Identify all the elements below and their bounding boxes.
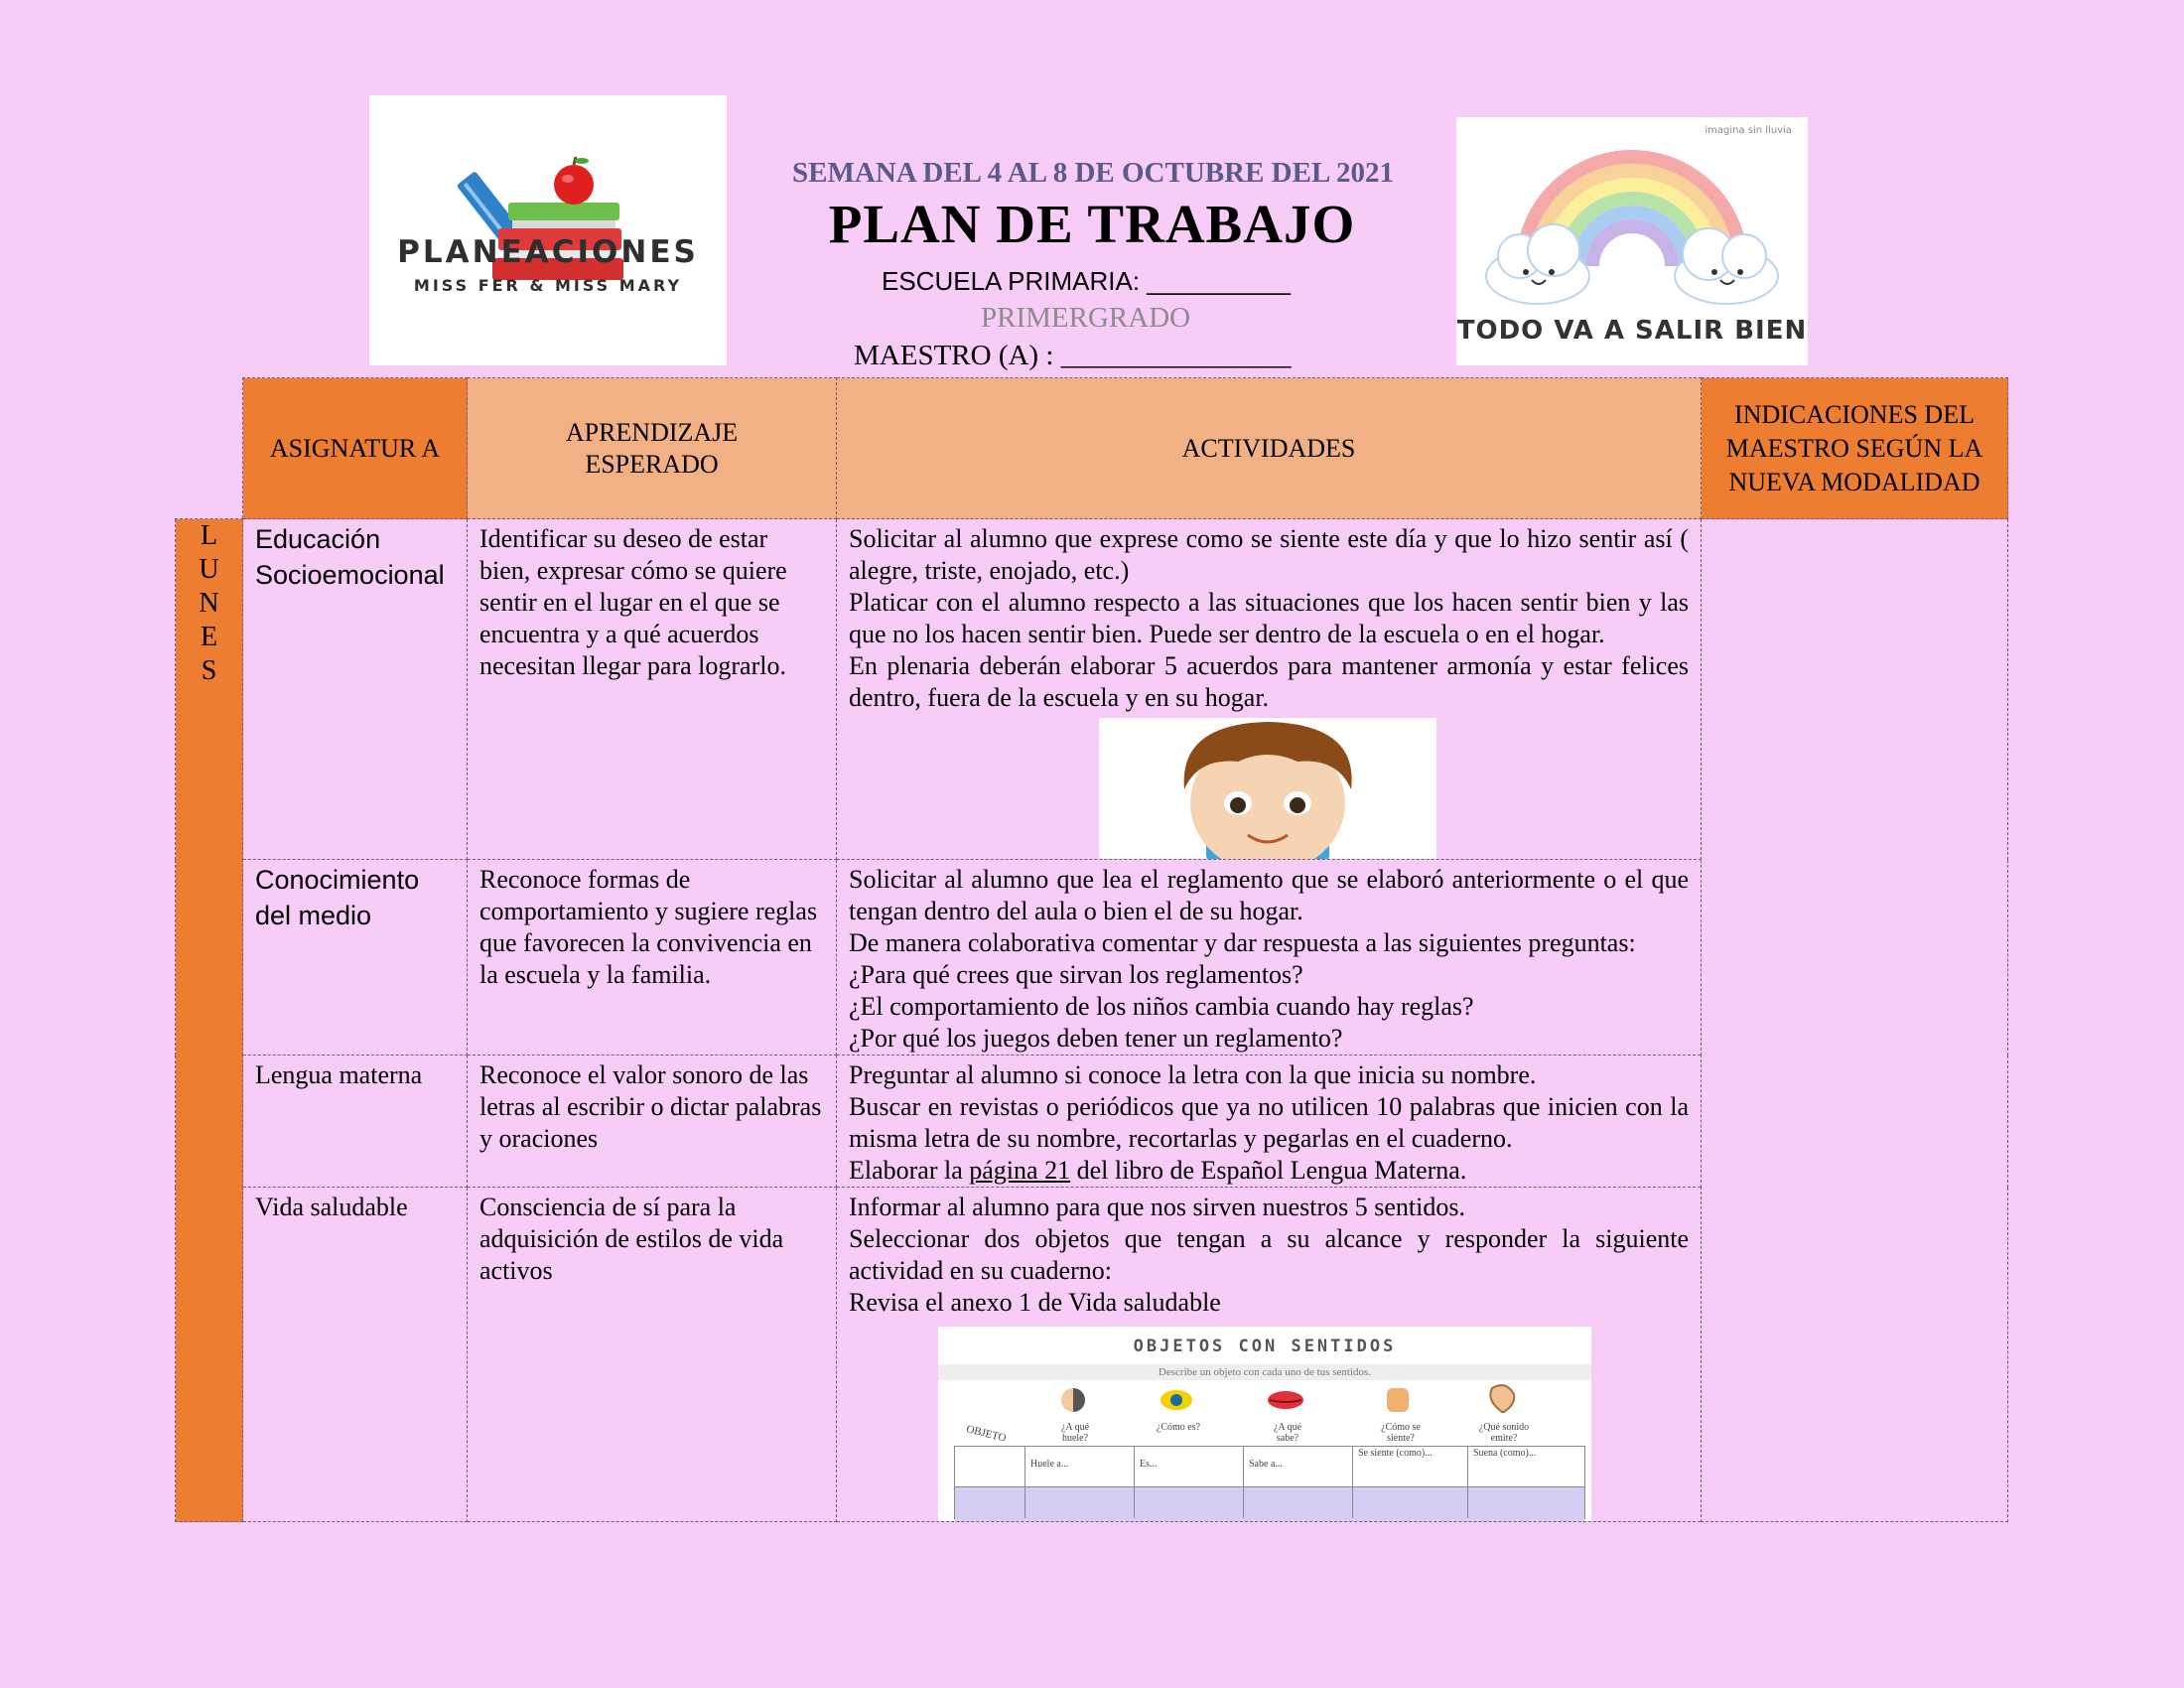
mouth-icon <box>1268 1391 1303 1409</box>
day-label-lunes <box>176 519 243 1522</box>
rainbow-credit: imagina sin lluvia <box>1705 125 1792 136</box>
rainbow-caption: TODO VA A SALIR BIEN <box>1456 316 1808 346</box>
question-label: ¿A qué sabe? <box>1273 1422 1302 1444</box>
worksheet-title: OBJETOS CON SENTIDOS <box>1133 1336 1397 1356</box>
hand-icon <box>1387 1388 1409 1412</box>
header-subject: ASIGNATUR A <box>243 378 468 519</box>
teacher-field: MAESTRO (A) : ________________ <box>854 340 1292 371</box>
child-face-icon <box>1099 718 1436 859</box>
activities-cell <box>837 1188 1702 1522</box>
learning-cell: Consciencia de sí para la adquisición de estilos de vida activos <box>468 1188 837 1522</box>
answer-label: Suena (como)... <box>1473 1448 1537 1459</box>
activity-line: Preguntar al alumno si conoce la letra con la que inicia su nombre. <box>849 1060 1537 1089</box>
activities-cell <box>837 860 1702 1055</box>
school-field: ESCUELA PRIMARIA: __________ <box>882 266 1291 296</box>
plan-table <box>175 377 2008 1522</box>
header-indications: INDICACIONES DEL MAESTRO SEGÚN LA NUEVA MODALIDAD <box>1702 378 2008 519</box>
header-activities: ACTIVIDADES <box>837 378 1702 519</box>
activities-cell <box>837 1055 1702 1188</box>
table-header-row <box>176 378 2008 519</box>
worksheet-subtitle: Describe un objeto con cada uno de tus sentidos. <box>938 1364 1591 1380</box>
activity-line: De manera colaborativa comentar y dar respuesta a las siguientes preguntas: <box>849 928 1636 957</box>
page-title: PLAN DE TRABAJO <box>828 194 1356 254</box>
activity-line: En plenaria deberán elaborar 5 acuerdos para mantener armonía y estar felices dentro, fuera de la escuela y en su hogar. <box>849 651 1689 712</box>
question-label: ¿Qué sonido emite? <box>1478 1422 1530 1444</box>
answer-label: Se siente (como)... <box>1358 1448 1433 1459</box>
question-label: ¿A qué huele? <box>1060 1422 1090 1444</box>
ear-icon <box>1490 1385 1514 1412</box>
activity-line: ¿Por qué los juegos deben tener un reglamento? <box>849 1024 1343 1053</box>
activities-cell <box>837 519 1702 860</box>
answer-label: Es... <box>1140 1459 1158 1470</box>
worksheet-grid <box>954 1446 1585 1519</box>
senses-worksheet-image <box>938 1327 1591 1521</box>
page-reference: página 21 <box>969 1156 1071 1185</box>
day-letter: N <box>199 588 219 619</box>
activity-line: Informar al alumno para que nos sirven nuestros 5 sentidos. <box>849 1193 1465 1221</box>
logo-sub-text: MISS FER & MISS MARY <box>413 276 683 295</box>
child-face-image <box>1099 718 1436 859</box>
header-learning: APRENDIZAJE ESPERADO <box>468 378 837 519</box>
day-letter: L <box>200 520 218 551</box>
subject-cell: Lengua materna <box>243 1055 468 1188</box>
activity-line: Revisa el anexo 1 de Vida saludable <box>849 1288 1221 1317</box>
nose-icon <box>1061 1388 1085 1412</box>
activity-line: ¿Para qué crees que sirvan los reglamentos? <box>849 960 1303 989</box>
learning-cell: Reconoce formas de comportamiento y sugiere reglas que favorecen la convivencia en la escuela y la familia. <box>468 860 837 1055</box>
day-letter: U <box>199 554 219 585</box>
grade-label: PRIMERGRADO <box>981 302 1191 334</box>
answer-label: Huele a... <box>1030 1459 1069 1470</box>
activity-line: Elaborar la página 21 del libro de Español Lengua Materna. <box>849 1156 1467 1185</box>
corner-cell <box>176 378 243 519</box>
learning-cell: Reconoce el valor sonoro de las letras al escribir o dictar palabras y oraciones <box>468 1055 837 1188</box>
subject-cell: Conocimiento del medio <box>243 860 468 1055</box>
activity-line: Platicar con el alumno respecto a las situaciones que los hacen sentir bien y las que no los hacen sentir bien. Puede ser dentro de la escuela o en el hogar. <box>849 588 1689 648</box>
activity-line: Solicitar al alumno que exprese como se siente este día y que lo hizo sentir así ( alegre, triste, enojado, etc.) <box>849 524 1689 585</box>
answer-label: Sabe a... <box>1249 1459 1283 1470</box>
activity-line: Solicitar al alumno que lea el reglamento que se elaboró anteriormente o el que tengan dentro del aula o bien el de su hogar. <box>849 865 1689 925</box>
week-range: SEMANA DEL 4 AL 8 DE OCTUBRE DEL 2021 <box>792 157 1394 189</box>
eye-icon <box>1160 1390 1192 1410</box>
worksheet-row-label: OBJETO <box>965 1423 1008 1445</box>
activity-line: Seleccionar dos objetos que tengan a su alcance y responder la siguiente actividad en su cuaderno: <box>849 1224 1689 1285</box>
activity-line: ¿El comportamiento de los niños cambia cuando hay reglas? <box>849 992 1474 1021</box>
question-label: ¿Cómo es? <box>1156 1422 1201 1433</box>
question-label: ¿Cómo se siente? <box>1381 1422 1421 1444</box>
subject-cell: Educación Socioemocional <box>243 519 468 860</box>
day-letter: S <box>201 655 217 686</box>
activity-line: Buscar en revistas o periódicos que ya no utilicen 10 palabras que inicien con la misma letra de su nombre, recortarlas y pegarlas en el cuaderno. <box>849 1092 1689 1153</box>
table-row <box>176 519 2008 860</box>
logo-main-text: PLANEACIONES <box>397 234 699 270</box>
day-letter: E <box>200 622 218 652</box>
subject-cell: Vida saludable <box>243 1188 468 1522</box>
indications-cell <box>1702 519 2008 1522</box>
learning-cell: Identificar su deseo de estar bien, expresar cómo se quiere sentir en el lugar en el que se encuentra y a qué acuerdos necesitan llegar para lograrlo. <box>468 519 837 860</box>
